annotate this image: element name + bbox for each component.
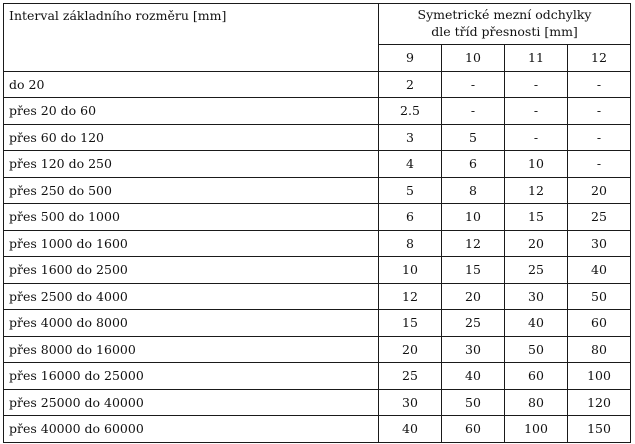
table-row [4, 310, 631, 337]
class-header-11: 11 [505, 45, 568, 72]
deviation-cell: - [568, 124, 631, 151]
deviation-cell: 8 [442, 177, 505, 204]
interval-cell: přes 40000 do 60000 [4, 416, 379, 443]
deviation-cell: - [568, 98, 631, 125]
deviation-cell: 60 [505, 363, 568, 390]
interval-cell: přes 1600 do 2500 [4, 257, 379, 284]
table-row [4, 336, 631, 363]
table-row [4, 151, 631, 178]
interval-cell: přes 4000 do 8000 [4, 310, 379, 337]
interval-cell: přes 250 do 500 [4, 177, 379, 204]
class-header-10: 10 [442, 45, 505, 72]
tolerance-table-body [4, 4, 631, 443]
deviation-cell: 25 [379, 363, 442, 390]
interval-cell: přes 500 do 1000 [4, 204, 379, 231]
deviation-cell: 5 [379, 177, 442, 204]
interval-cell: přes 60 do 120 [4, 124, 379, 151]
table-row [4, 177, 631, 204]
interval-cell: přes 20 do 60 [4, 98, 379, 125]
deviation-cell: 6 [442, 151, 505, 178]
interval-column-header: Interval základního rozměru [mm] [4, 4, 379, 72]
interval-cell: přes 25000 do 40000 [4, 389, 379, 416]
deviation-cell: 30 [505, 283, 568, 310]
deviation-cell: 12 [379, 283, 442, 310]
deviation-cell: 25 [568, 204, 631, 231]
deviation-cell: 40 [442, 363, 505, 390]
table-row [4, 389, 631, 416]
deviation-group-header-line2: dle tříd přesnosti [mm] [431, 24, 578, 39]
deviation-cell: 25 [442, 310, 505, 337]
deviation-cell: 50 [568, 283, 631, 310]
deviation-cell: 80 [568, 336, 631, 363]
table-row [4, 363, 631, 390]
deviation-cell: - [568, 71, 631, 98]
deviation-cell: 30 [379, 389, 442, 416]
class-header-9: 9 [379, 45, 442, 72]
deviation-cell: 20 [442, 283, 505, 310]
deviation-cell: 30 [442, 336, 505, 363]
deviation-cell: 15 [505, 204, 568, 231]
deviation-cell: 10 [505, 151, 568, 178]
deviation-cell: 20 [505, 230, 568, 257]
deviation-cell: 120 [568, 389, 631, 416]
deviation-cell: 15 [442, 257, 505, 284]
table-row [4, 283, 631, 310]
deviation-cell: 2 [379, 71, 442, 98]
deviation-cell: 30 [568, 230, 631, 257]
deviation-cell: 150 [568, 416, 631, 443]
deviation-cell: 20 [379, 336, 442, 363]
table-row [4, 257, 631, 284]
deviation-cell: 40 [568, 257, 631, 284]
deviation-cell: 20 [568, 177, 631, 204]
deviation-cell: 25 [505, 257, 568, 284]
deviation-cell: 15 [379, 310, 442, 337]
deviation-cell: 40 [505, 310, 568, 337]
deviation-cell: 10 [442, 204, 505, 231]
deviation-cell: 2.5 [379, 98, 442, 125]
deviation-cell: 12 [505, 177, 568, 204]
deviation-cell: 50 [442, 389, 505, 416]
table-row [4, 230, 631, 257]
deviation-cell: - [442, 71, 505, 98]
deviation-cell: 60 [442, 416, 505, 443]
deviation-cell: - [505, 71, 568, 98]
deviation-cell: - [505, 124, 568, 151]
deviation-cell: 80 [505, 389, 568, 416]
table-row [4, 98, 631, 125]
deviation-cell: 100 [505, 416, 568, 443]
deviation-cell: 50 [505, 336, 568, 363]
interval-cell: přes 16000 do 25000 [4, 363, 379, 390]
deviation-group-header-line1: Symetrické mezní odchylky [417, 7, 592, 23]
table-row [4, 416, 631, 443]
tolerance-table [3, 3, 631, 443]
interval-cell: do 20 [4, 71, 379, 98]
deviation-cell: 40 [379, 416, 442, 443]
table-row [4, 71, 631, 98]
deviation-cell: 60 [568, 310, 631, 337]
interval-cell: přes 120 do 250 [4, 151, 379, 178]
table-row [4, 124, 631, 151]
table-row [4, 204, 631, 231]
interval-cell: přes 2500 do 4000 [4, 283, 379, 310]
deviation-cell: 8 [379, 230, 442, 257]
deviation-cell: - [568, 151, 631, 178]
deviation-cell: 12 [442, 230, 505, 257]
class-header-12: 12 [568, 45, 631, 72]
deviation-cell: 4 [379, 151, 442, 178]
deviation-group-header [379, 4, 631, 45]
deviation-cell: 3 [379, 124, 442, 151]
header-row-top [4, 4, 631, 45]
deviation-cell: 6 [379, 204, 442, 231]
deviation-cell: - [505, 98, 568, 125]
deviation-cell: - [442, 98, 505, 125]
deviation-cell: 5 [442, 124, 505, 151]
interval-cell: přes 8000 do 16000 [4, 336, 379, 363]
deviation-cell: 10 [379, 257, 442, 284]
interval-cell: přes 1000 do 1600 [4, 230, 379, 257]
deviation-cell: 100 [568, 363, 631, 390]
